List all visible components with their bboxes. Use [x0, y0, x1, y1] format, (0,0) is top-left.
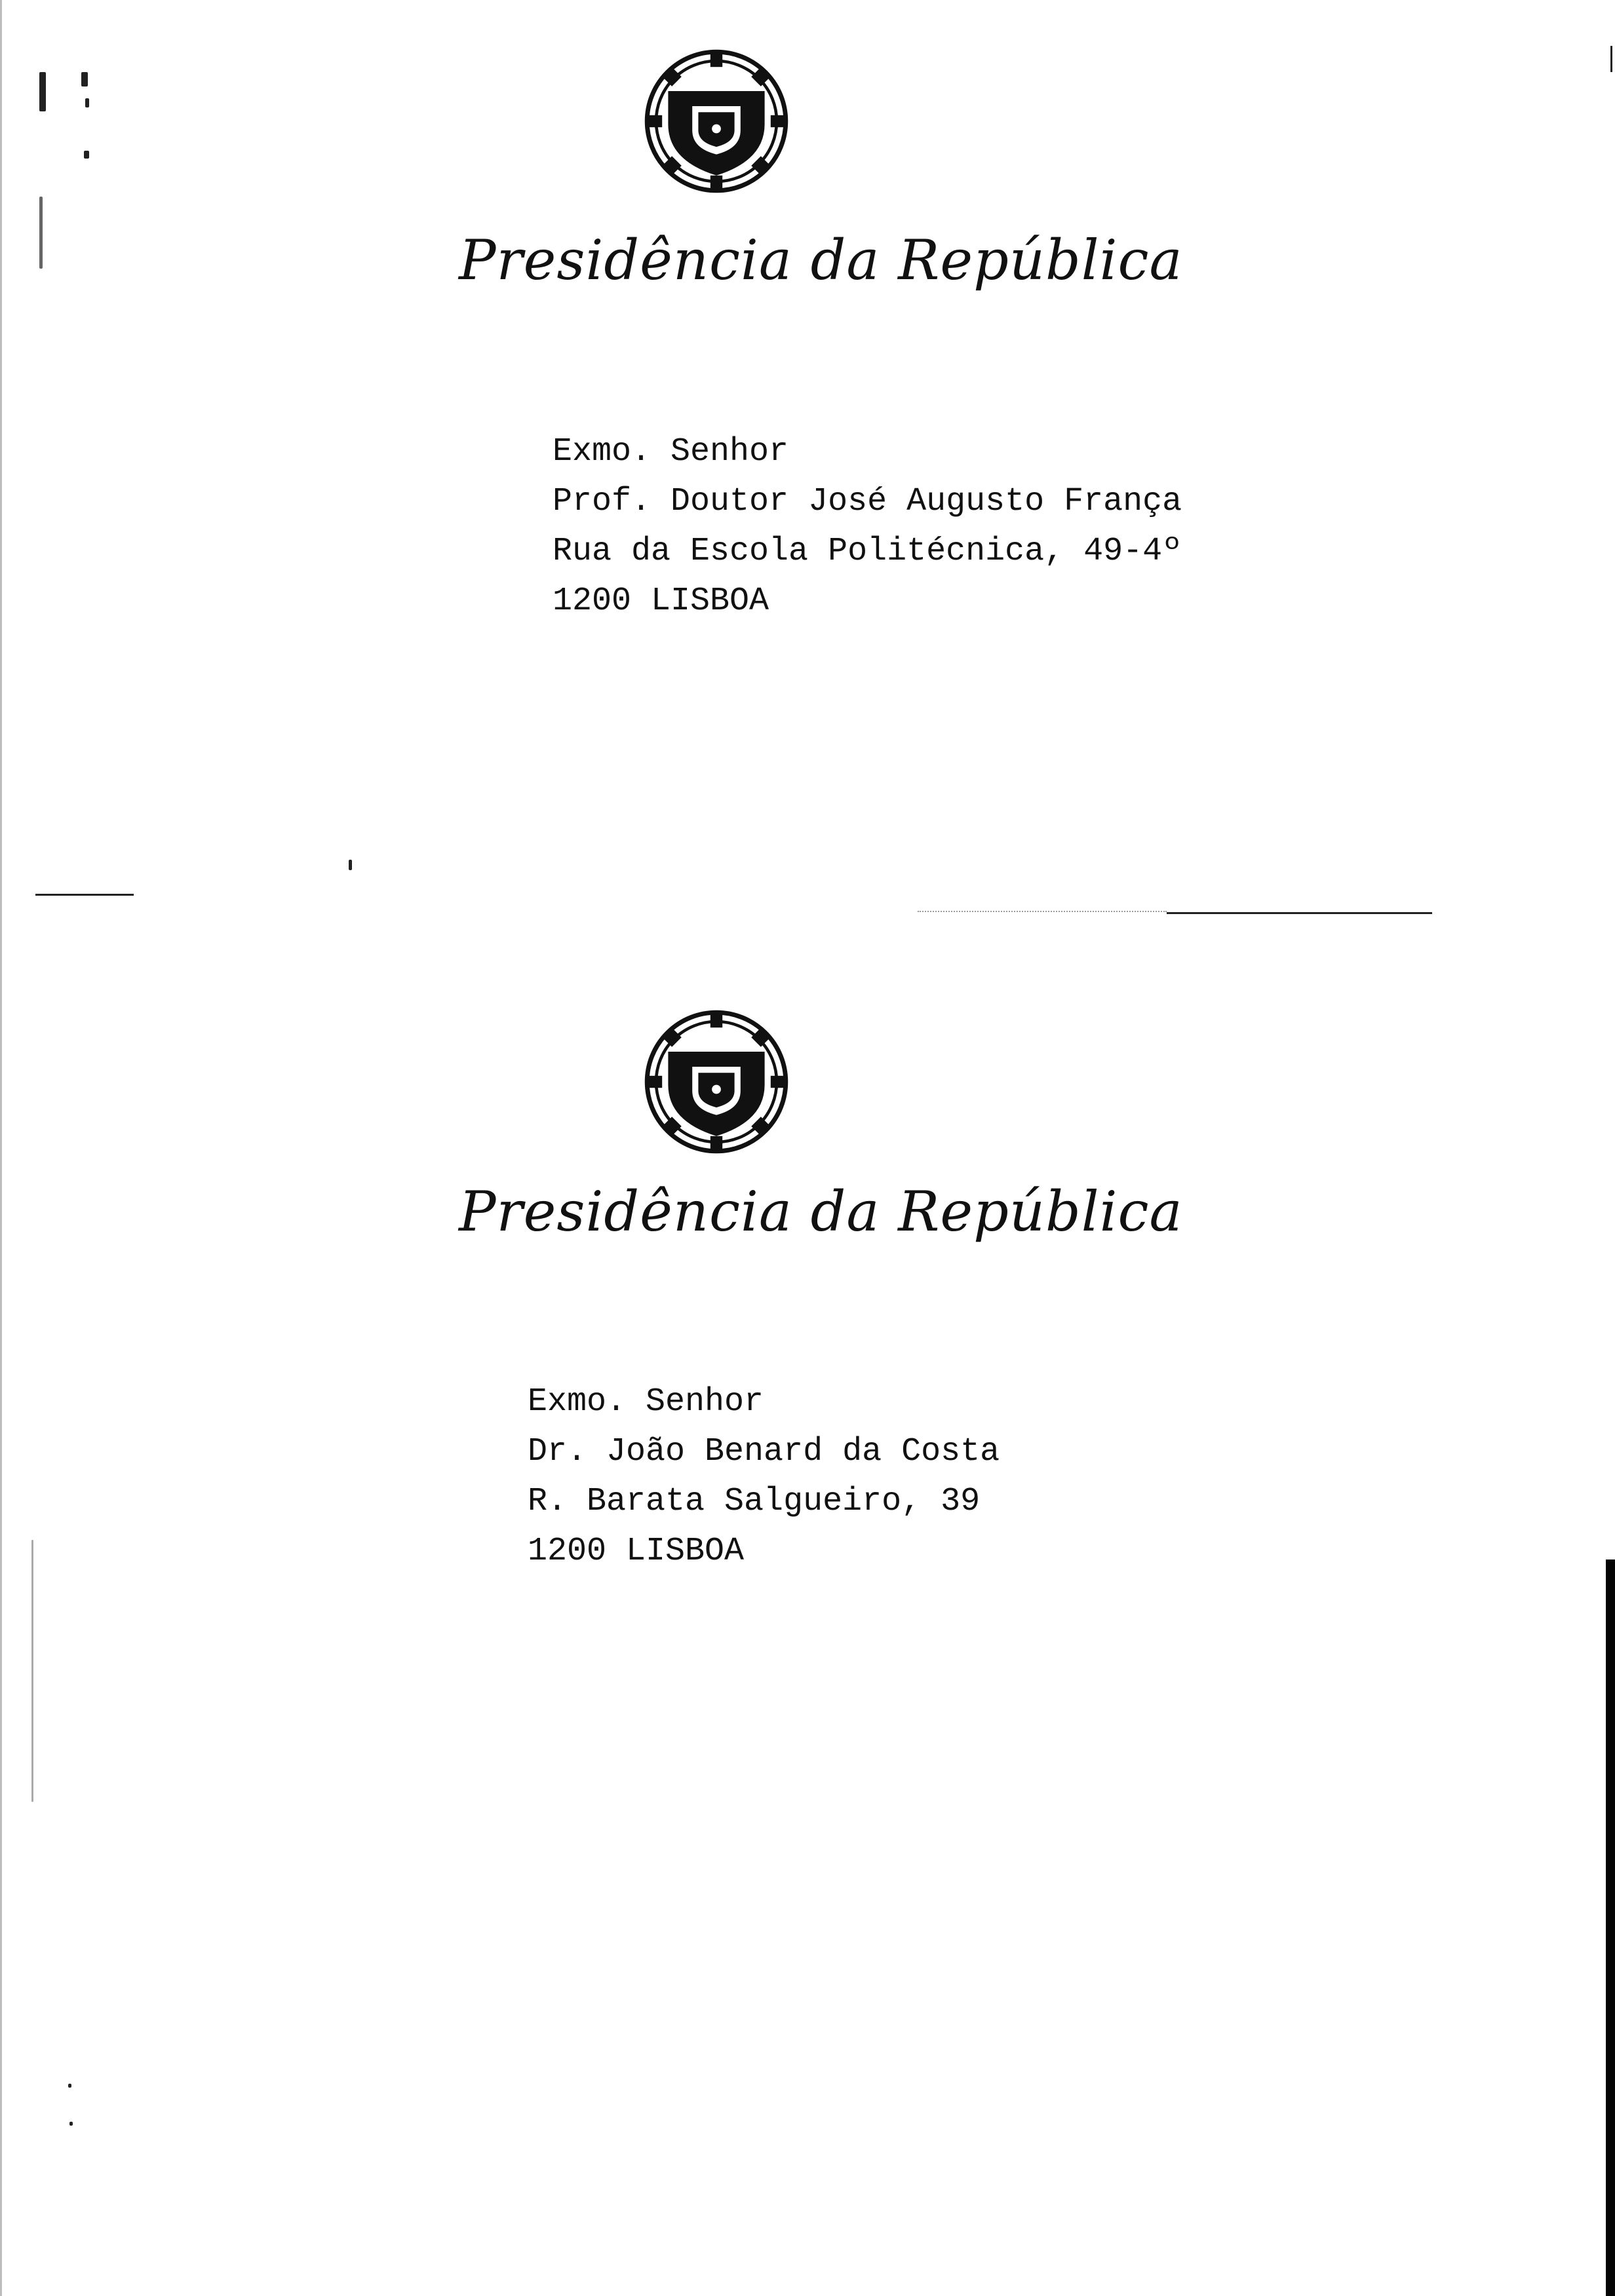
scan-edge-right	[1606, 1559, 1615, 2296]
scan-speck	[39, 197, 43, 269]
scan-speck	[349, 860, 352, 870]
address-salutation: Exmo. Senhor	[553, 433, 789, 470]
recipient-address	[553, 427, 1182, 626]
address-city: 1200 LISBOA	[553, 583, 769, 620]
address-city: 1200 LISBOA	[528, 1533, 745, 1570]
address-name: Dr. João Benard da Costa	[528, 1433, 1000, 1470]
address-name: Prof. Doutor José Augusto França	[553, 483, 1182, 520]
scan-edge-left	[0, 0, 2, 2296]
address-salutation: Exmo. Senhor	[528, 1383, 764, 1421]
address-street: Rua da Escola Politécnica, 49-4º	[553, 533, 1182, 570]
scan-speck	[84, 151, 89, 159]
scan-edge-mark	[1610, 46, 1612, 72]
letterhead-title: Presidência da República	[459, 228, 1183, 292]
cut-line-left	[35, 894, 134, 896]
scan-speck	[69, 2122, 73, 2126]
cut-line-right	[1167, 912, 1432, 914]
scan-speck	[39, 72, 46, 111]
scan-speck	[81, 72, 88, 86]
cut-line-dotted	[918, 911, 1167, 912]
coat-of-arms-seal-icon	[641, 46, 792, 197]
scan-speck	[85, 98, 89, 107]
recipient-address	[528, 1377, 1000, 1577]
scan-speck	[31, 1540, 33, 1802]
coat-of-arms-seal-icon	[641, 1006, 792, 1157]
address-street: R. Barata Salgueiro, 39	[528, 1483, 981, 1520]
letterhead-title: Presidência da República	[459, 1179, 1183, 1244]
scan-speck	[68, 2084, 71, 2088]
